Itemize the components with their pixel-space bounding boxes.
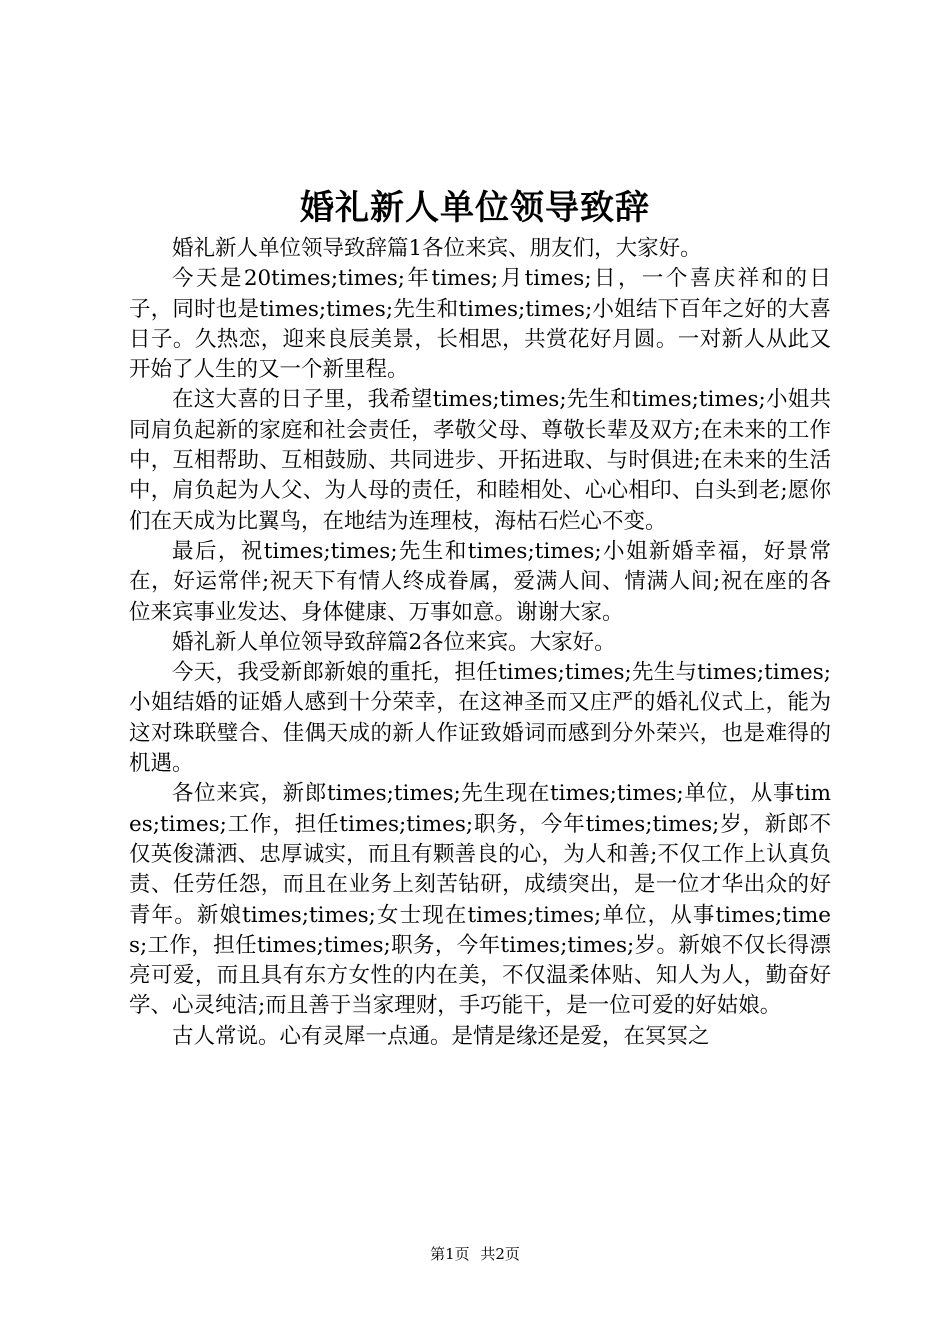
paragraph: 在这大喜的日子里，我希望times;times;先生和times;times;小姐共同肩负起新的家庭和社会责任，孝敬父母、尊敬长辈及双方;在未来的工作中，互相帮助、互相鼓励、共同进步、开拓进取、与时俱进;在未来的生活中，肩负起为人父、为人母的责任，和睦相处、心心相印、白头到老;愿你们在天成为比翼鸟，在地结为连理枝，海枯石烂心不变。	[129, 387, 831, 534]
paragraph: 最后，祝times;times;先生和times;times;小姐新婚幸福，好景常在，好运常伴;祝天下有情人终成眷属，爱满人间、情满人间;祝在座的各位来宾事业发达、身体健康、万事如意。谢谢大家。	[129, 538, 831, 625]
paragraph: 各位来宾，新郎times;times;先生现在times;times;单位，从事times;times;工作，担任times;times;职务，今年times;times;岁，新郎不仅英俊潇洒、忠厚诚实，而且有颗善良的心，为人和善;不仅工作上认真负责、任劳任怨，而且在业务上刻苦钻研，成绩突出，是一位才华出众的好青年。新娘times;times;女士现在times;times;单位，从事times;times;工作，担任times;times;职务，今年times;times;岁。新娘不仅长得漂亮可爱，而且具有东方女性的内在美，不仅温柔体贴、知人为人，勤奋好学、心灵纯洁;而且善于当家理财，手巧能干，是一位可爱的好姑娘。	[129, 781, 831, 1019]
paragraph: 今天，我受新郎新娘的重托，担任times;times;先生与times;times;小姐结婚的证婚人感到十分荣幸，在这神圣而又庄严的婚礼仪式上，能为这对珠联璧合、佳偶天成的新人作证致婚词而感到分外荣兴，也是难得的机遇。	[129, 660, 831, 777]
paragraph: 古人常说。心有灵犀一点通。是情是缘还是爱，在冥冥之	[172, 1023, 710, 1049]
paragraph: 婚礼新人单位领导致辞篇2各位来宾。大家好。	[172, 629, 616, 655]
document-title: 婚礼新人单位领导致辞	[300, 188, 650, 228]
page-total: 共2页	[480, 1245, 520, 1263]
page-number: 第1页	[430, 1245, 470, 1263]
page-footer	[0, 1244, 950, 1264]
paragraph: 婚礼新人单位领导致辞篇1各位来宾、朋友们，大家好。	[172, 236, 702, 261]
paragraph: 今天是20times;times;年times;月times;日，一个喜庆祥和的日子，同时也是times;times;先生和times;times;小姐结下百年之好的大喜日子。久热恋，迎来良辰美景，长相思，共赏花好月圆。一对新人从此又开始了人生的又一个新里程。	[129, 266, 831, 383]
document-body	[129, 234, 831, 1052]
